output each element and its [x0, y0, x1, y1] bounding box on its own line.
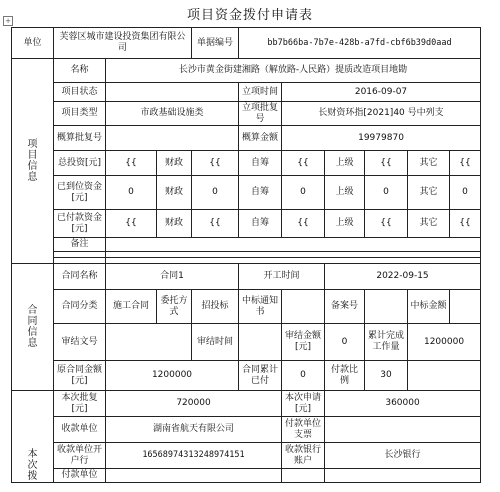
budget-amount-label: 概算金额: [239, 126, 282, 151]
row-label: 已到位资金[元]: [54, 176, 106, 210]
budget-amount-value: 19979870: [282, 126, 481, 151]
investment-row-total: [12, 151, 481, 176]
superior-label: 上级: [325, 151, 365, 176]
bid-notice-label: 中标通知书: [239, 290, 282, 324]
other-label: 其它: [408, 176, 450, 210]
form-title: 项目资金拨付申请表: [186, 8, 313, 23]
finance-label: 财政: [157, 176, 192, 210]
superior-value: 0: [365, 176, 408, 210]
code-value: bb7b66ba-7b7e-428b-a7fd-cbf6b39d0aad: [239, 28, 481, 59]
contract-name-label: 合同名称: [54, 264, 106, 290]
finance-label: 财政: [157, 210, 192, 238]
cum-output-label: 累计完成工作量: [365, 324, 408, 361]
voucher-label: 付款单位支票: [282, 417, 325, 443]
payment-request-table: [11, 27, 481, 483]
applied-value: 360000: [325, 391, 481, 417]
orig-amount-value: 1200000: [106, 361, 239, 391]
contract-name-value: 合同1: [106, 264, 239, 290]
start-time-label: 开工时间: [239, 264, 325, 290]
start-time-value: 2022-09-15: [325, 264, 481, 290]
project-name-value: 长沙市黄金街建湘路（解放路-人民路）提质改造项目地勘: [106, 59, 481, 83]
superior-value: {{: [365, 151, 408, 176]
code-label: 单据编号: [192, 28, 239, 59]
audit-time-value: [239, 324, 282, 361]
approval-no-value: 长财资环指[2021]40 号中列支: [282, 102, 481, 126]
other-label: 其它: [408, 151, 450, 176]
payee-label: 收款单位: [54, 417, 106, 443]
payee-value: 湖南省航天有限公司: [106, 417, 282, 443]
self-raised-value: {{: [282, 210, 325, 238]
project-status-label: 项目状态: [54, 83, 106, 102]
superior-label: 上级: [325, 210, 365, 238]
pay-ratio-label: 付款比例: [325, 361, 365, 391]
cum-output-value: 1200000: [408, 324, 481, 361]
audit-amount-value: 0: [325, 324, 365, 361]
project-section-label: 项目信息: [12, 59, 54, 264]
pay-ratio-value: 30: [365, 361, 408, 391]
self-raised-value: {{: [282, 151, 325, 176]
self-raised-value: 0: [282, 176, 325, 210]
budget-no-value: [106, 126, 239, 151]
self-raised-label: 自筹: [239, 176, 282, 210]
approved-label: 本次批复[元]: [54, 391, 106, 417]
audit-doc-label: 审结文号: [54, 324, 106, 361]
remark-value: [106, 238, 481, 252]
finance-value: 0: [192, 176, 239, 210]
unit-label: 单位: [12, 28, 54, 59]
self-raised-label: 自筹: [239, 151, 282, 176]
total-value: {{: [106, 210, 157, 238]
approved-value: 720000: [106, 391, 282, 417]
other-value: {{: [450, 151, 481, 176]
budget-no-label: 概算批复号: [54, 126, 106, 151]
setup-time-value: 2016-09-07: [282, 83, 481, 102]
record-no-value: [365, 290, 408, 324]
more-value: [106, 469, 282, 483]
finance-label: 财政: [157, 151, 192, 176]
total-value: {{: [106, 151, 157, 176]
audit-time-label: 审结时间: [192, 324, 239, 361]
audit-doc-value: [106, 324, 192, 361]
orig-amount-label: 原合同金额[元]: [54, 361, 106, 391]
other-value: 0: [450, 176, 481, 210]
superior-label: 上级: [325, 176, 365, 210]
self-raised-label: 自筹: [239, 210, 282, 238]
audit-amount-label: 审结金额[元]: [282, 324, 325, 361]
finance-value: {{: [192, 210, 239, 238]
finance-value: {{: [192, 151, 239, 176]
other-label: 其它: [408, 210, 450, 238]
contract-category-value: 施工合同: [106, 290, 157, 324]
entrust-value: 招投标: [192, 290, 239, 324]
row-label: 已付款资金[元]: [54, 210, 106, 238]
bid-amount-label: 中标金额: [408, 290, 450, 324]
more-label: 付款单位: [54, 469, 106, 483]
voucher-value: [325, 417, 481, 443]
setup-time-label: 立项时间: [239, 83, 282, 102]
bank-value: 长沙银行: [325, 443, 481, 469]
account-label: 收款单位开户行: [54, 443, 106, 469]
bank-label: 收款银行账户: [282, 443, 325, 469]
table-move-handle-icon[interactable]: +: [3, 16, 13, 26]
project-type-value: 市政基础设施类: [106, 102, 239, 126]
project-status-value: [106, 83, 239, 102]
row-label: 总投资[元]: [54, 151, 106, 176]
entrust-label: 委托方式: [157, 290, 192, 324]
more-value-2: [325, 469, 481, 483]
record-no-label: 备案号: [325, 290, 365, 324]
total-value: 0: [106, 176, 157, 210]
contract-section-label: 合同信息: [12, 264, 54, 391]
unit-value: 芙蓉区城市建设投资集团有限公司: [54, 28, 192, 59]
more-label-2: [282, 469, 325, 483]
other-value: {{: [450, 210, 481, 238]
investment-row-arrived: [12, 176, 481, 210]
project-type-label: 项目类型: [54, 102, 106, 126]
applied-label: 本次申请[元]: [282, 391, 325, 417]
approval-no-label: 立项批复号: [239, 102, 282, 126]
project-name-label: 名称: [54, 59, 106, 83]
investment-row-paid: [12, 210, 481, 238]
cum-paid-label: 合同累计已付: [239, 361, 282, 391]
cum-paid-value: 0: [282, 361, 325, 391]
account-value: 16568974313248974151: [106, 443, 282, 469]
payment-section-label: 本次拨: [12, 391, 54, 483]
remark-label: 备注: [54, 238, 106, 252]
empty-cell: [408, 361, 481, 391]
superior-value: {{: [365, 210, 408, 238]
bid-amount-value: [450, 290, 481, 324]
bid-notice-value: [282, 290, 325, 324]
contract-category-label: 合同分类: [54, 290, 106, 324]
